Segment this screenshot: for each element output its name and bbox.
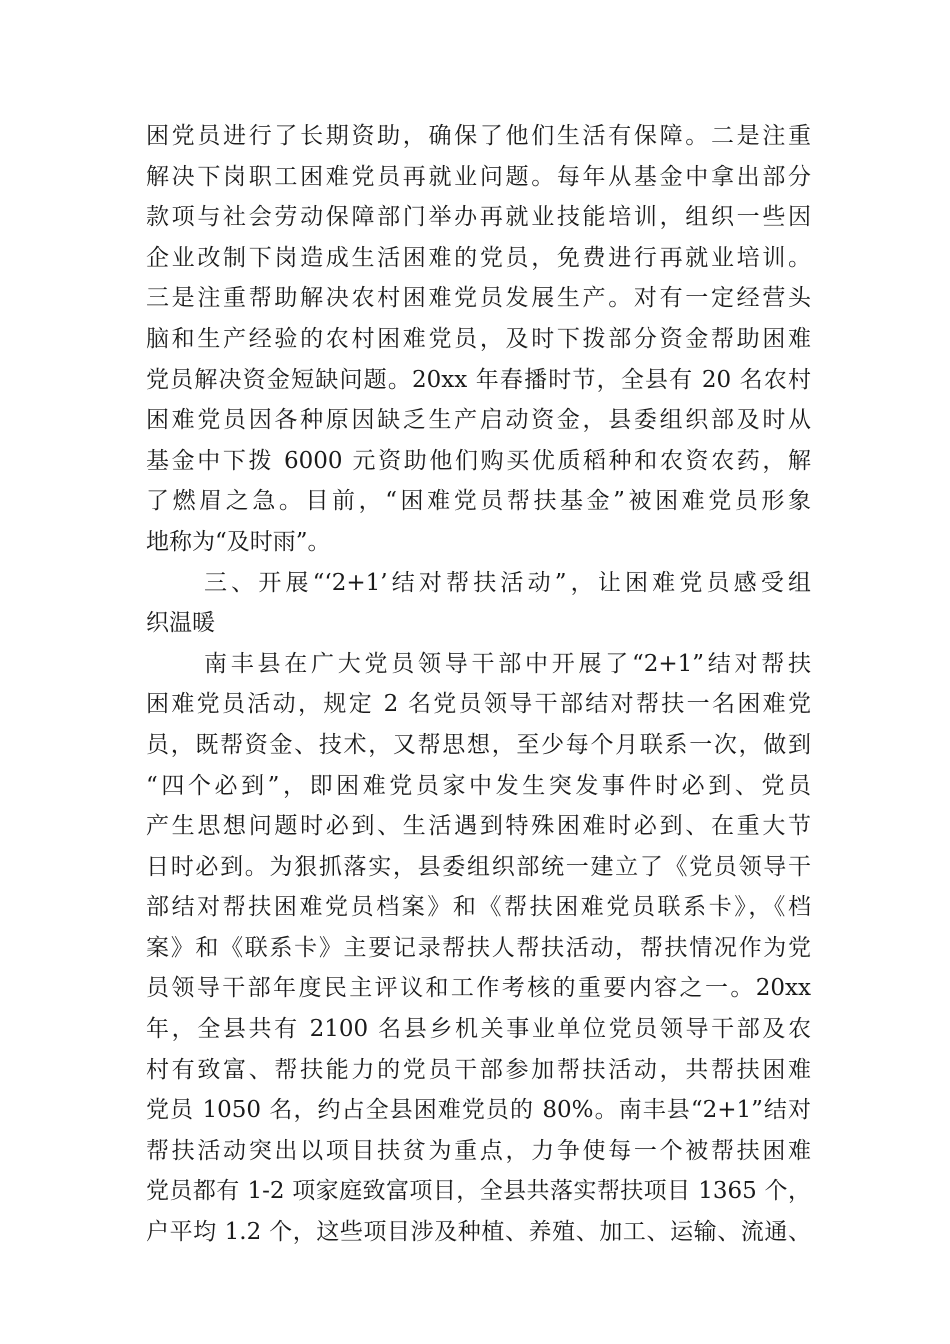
- text-line: 部结对帮扶困难党员档案》和《帮扶困难党员联系卡》，《档: [146, 894, 811, 921]
- text-line: 了燃眉之急。目前，“困难党员帮扶基金”被困难党员形象: [146, 488, 811, 515]
- text-line: 解决下岗职工困难党员再就业问题。每年从基金中拿出部分: [146, 163, 811, 190]
- text-line: 三是注重帮助解决农村困难党员发展生产。对有一定经营头: [146, 285, 811, 312]
- document-body: [146, 116, 811, 1253]
- text-line: 企业改制下岗造成生活困难的党员，免费进行再就业培训。: [146, 244, 811, 271]
- text-line: 款项与社会劳动保障部门举办再就业技能培训，组织一些因: [146, 204, 811, 231]
- text-line: 村有致富、帮扶能力的党员干部参加帮扶活动，共帮扶困难: [146, 1056, 811, 1083]
- text-line: 员领导干部年度民主评议和工作考核的重要内容之一。20xx: [146, 975, 811, 1002]
- text-line: 产生思想问题时必到、生活遇到特殊困难时必到、在重大节: [146, 813, 811, 840]
- text-line: 三、开展“‘2+1’结对帮扶活动”，让困难党员感受组: [204, 569, 811, 596]
- text-line: 基金中下拨 6000 元资助他们购买优质稻种和农资农药，解: [146, 447, 811, 474]
- text-line: 员，既帮资金、技术，又帮思想，至少每个月联系一次，做到: [146, 731, 811, 758]
- text-line: 困难党员因各种原因缺乏生产启动资金，县委组织部及时从: [146, 407, 811, 434]
- text-line: 脑和生产经验的农村困难党员，及时下拨部分资金帮助困难: [146, 325, 811, 352]
- text-line: 织温暖: [146, 610, 215, 637]
- text-line: 帮扶活动突出以项目扶贫为重点，力争使每一个被帮扶困难: [146, 1137, 811, 1164]
- text-line: 年，全县共有 2100 名县乡机关事业单位党员领导干部及农: [146, 1016, 811, 1043]
- text-line: 案》和《联系卡》主要记录帮扶人帮扶活动，帮扶情况作为党: [146, 934, 811, 961]
- text-line: 地称为“及时雨”。: [146, 528, 331, 555]
- text-line: 户平均 1.2 个，这些项目涉及种植、养殖、加工、运输、流通、: [146, 1219, 811, 1246]
- text-line: 党员解决资金短缺问题。20xx 年春播时节，全县有 20 名农村: [146, 366, 811, 393]
- text-line: 南丰县在广大党员领导干部中开展了“2+1”结对帮扶: [204, 650, 811, 677]
- text-line: 日时必到。为狠抓落实，县委组织部统一建立了《党员领导干: [146, 853, 811, 880]
- text-line: “四个必到”，即困难党员家中发生突发事件时必到、党员: [146, 772, 811, 799]
- text-line: 困党员进行了长期资助，确保了他们生活有保障。二是注重: [146, 123, 811, 149]
- text-line: 困难党员活动，规定 2 名党员领导干部结对帮扶一名困难党: [146, 691, 811, 718]
- text-line: 党员都有 1-2 项家庭致富项目，全县共落实帮扶项目 1365 个，: [146, 1178, 811, 1205]
- text-line: 党员 1050 名，约占全县困难党员的 80%。南丰县“2+1”结对: [146, 1097, 811, 1124]
